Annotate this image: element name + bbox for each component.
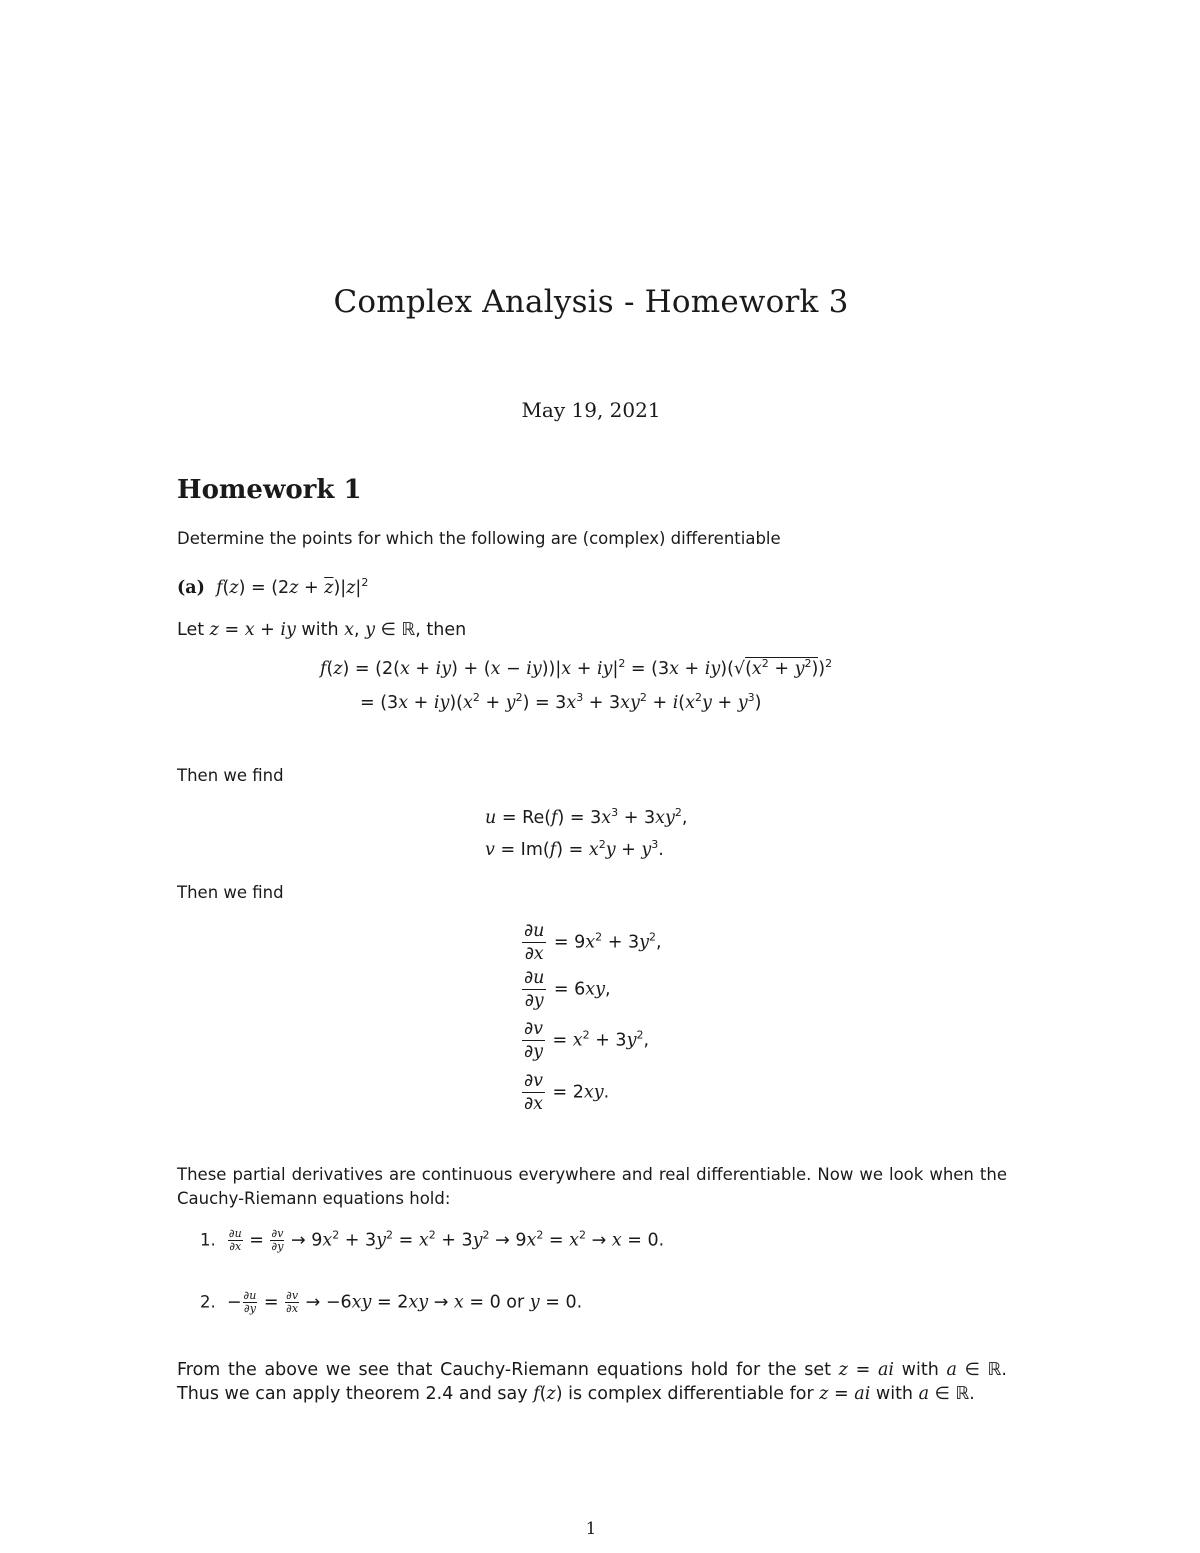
document-title: Complex Analysis - Homework 3	[333, 284, 849, 320]
partial-dv-dx: $\frac{\partial v}{\partial x}$ = 2xy.	[524, 1071, 610, 1114]
part-a-label: (a)	[177, 578, 205, 598]
list-item-1: 1. $\frac{\partial u}{\partial x}$ = $\frac{\partial v}{\partial y}$ → $9x^2 + 3y^2 = x^2 + 3y^2 \to 9x^2 = x^2 \to x = 0$.	[200, 1227, 665, 1253]
then-we-find-1: Then we find	[177, 766, 284, 785]
let-line: Let z = x + iy with x, y ∈ ℝ, then	[177, 620, 467, 640]
equation-f-expansion: $f(z) = (2(x + iy) + (x - iy))|x + iy|^2 = (3x + iy)(√(x^2 + y^2))^2$	[320, 657, 833, 679]
section-intro: Determine the points for which the following are (complex) differentiable	[177, 529, 781, 548]
paragraph-partials-continuous: These partial derivatives are continuous everywhere and real differentiable. Now we look when the Cauchy-Riemann equations hold:	[177, 1165, 1007, 1208]
partial-du-dy: $\frac{\partial u}{\partial y}$ = 6xy,	[524, 968, 611, 1011]
part-a-statement: $f(z) = (2z + \overline{z})|z|^2$	[216, 576, 369, 598]
then-we-find-2: Then we find	[177, 883, 284, 902]
paragraph-conclusion: From the above we see that Cauchy-Riemann equations hold for the set z = ai with a ∈ ℝ. Thus we can apply theorem 2.4 and say f(z) is complex differentiable for z = ai with a ∈ ℝ.	[177, 1360, 1007, 1404]
list-item-2: 2. − $\frac{\partial u}{\partial y}$ = $\frac{\partial v}{\partial x}$ → −6xy = 2xy → x = 0 or y = 0.	[200, 1289, 583, 1315]
part-a-heading	[177, 578, 368, 598]
partial-dv-dy: $\frac{\partial v}{\partial y}$ = $x^2 + 3y^2$,	[524, 1019, 650, 1062]
document-date: May 19, 2021	[521, 398, 661, 422]
partial-du-dx: $\frac{\partial u}{\partial x}$ = $9x^2 + 3y^2$,	[524, 921, 662, 964]
page-number: 1	[585, 1519, 597, 1538]
list-item-2-number: 2.	[200, 1292, 216, 1312]
equation-f-simplified: = $(3x + iy)(x^2 + y^2) = 3x^3 + 3xy^2 + i(x^2y + y^3)$	[360, 691, 762, 713]
section-heading: Homework 1	[177, 475, 362, 505]
list-item-1-number: 1.	[200, 1230, 216, 1250]
v-definition: $v = Im(f) = x^2y + y^3$.	[485, 838, 664, 860]
u-definition: $u = Re(f) = 3x^3 + 3xy^2$,	[485, 806, 688, 828]
